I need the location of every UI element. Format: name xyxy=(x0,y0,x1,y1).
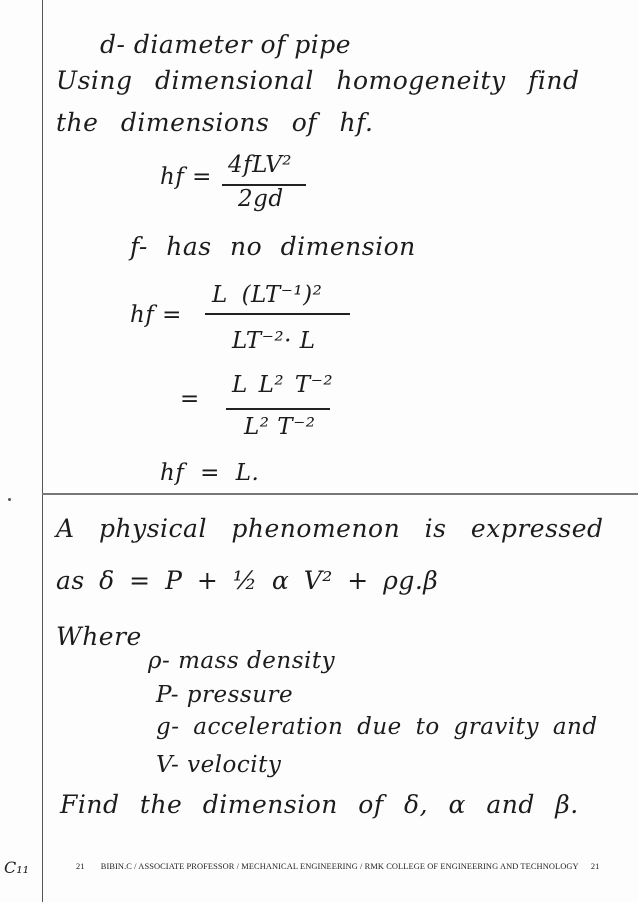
eq2-denominator: LT⁻²· L xyxy=(232,328,316,354)
stray-dot xyxy=(8,498,11,501)
eq2-numerator: L (LT⁻¹)² xyxy=(212,282,323,308)
def-rho: ρ- mass density xyxy=(148,648,336,674)
footer-page-right: 21 xyxy=(590,862,600,871)
eq3-fraction-bar xyxy=(226,408,330,410)
eq1-numerator: 4fLV² xyxy=(228,152,293,178)
def-velocity: V- velocity xyxy=(156,752,282,778)
margin-line xyxy=(42,0,43,902)
eq3-denominator: L² T⁻² xyxy=(244,414,316,440)
side-mark: C₁₁ xyxy=(4,858,30,877)
eq3-numerator: L L² T⁻² xyxy=(232,372,334,398)
problem-line-2: the dimensions of hf. xyxy=(56,108,374,137)
eq2-fraction-bar xyxy=(205,313,350,315)
problem2-equation: as δ = P + ½ α V² + ρg.β xyxy=(56,566,439,595)
f-no-dimension-note: f- has no dimension xyxy=(130,232,416,261)
eq1-denominator: 2gd xyxy=(238,186,284,212)
eq1-lhs: hf = xyxy=(160,164,212,190)
problem2-line-1: A physical phenomenon is expressed xyxy=(56,514,604,543)
hf-result: hf = L. xyxy=(160,460,260,486)
footer-page-left: 21 xyxy=(76,862,85,871)
eq2-lhs: hf = xyxy=(130,302,182,328)
def-gravity: g- acceleration due to gravity and xyxy=(156,714,598,740)
question-line: Find the dimension of δ, α and β. xyxy=(60,790,579,819)
eq3-lhs: = xyxy=(180,386,200,412)
def-pressure: P- pressure xyxy=(156,682,294,708)
diameter-definition: d- diameter of pipe xyxy=(100,30,352,59)
problem-line-1: Using dimensional homogeneity find xyxy=(56,66,580,95)
footer-text: BIBIN.C / ASSOCIATE PROFESSOR / MECHANICAL ENGINEERING / RMK COLLEGE OF ENGINEERING AND TECHNOLOGY xyxy=(100,862,579,871)
page-footer xyxy=(76,862,599,871)
where-label: Where xyxy=(56,622,142,651)
section-divider xyxy=(42,493,638,495)
